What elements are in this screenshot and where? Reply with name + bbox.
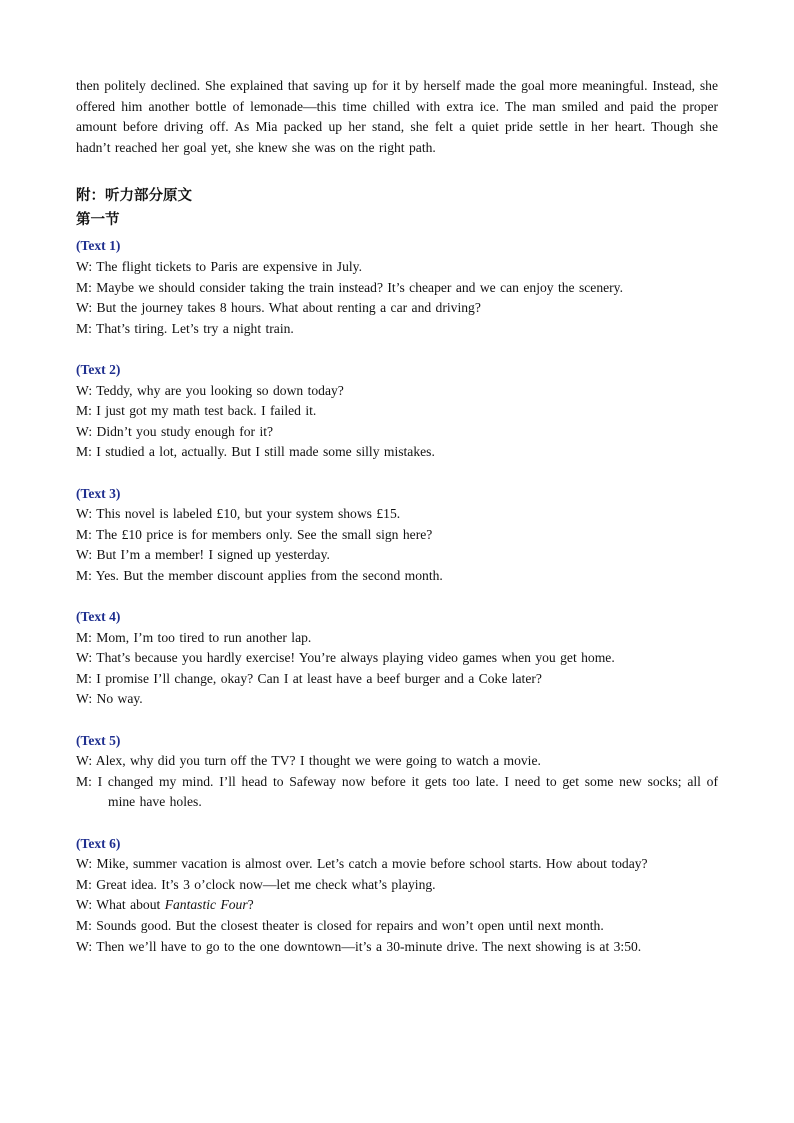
transcript-text-3	[76, 484, 718, 587]
dialogue-line	[76, 422, 718, 443]
utterance: Didn’t you study enough for it?	[96, 423, 274, 439]
dialogue-line	[76, 381, 718, 402]
speaker-label: W:	[76, 300, 93, 316]
speaker-label: M:	[76, 444, 92, 460]
dialogue-line	[76, 689, 718, 710]
speaker-label: M:	[76, 876, 92, 892]
transcript-text-6	[76, 834, 718, 958]
utterance: No way.	[96, 691, 143, 707]
dialogue-line	[76, 916, 718, 937]
speaker-label: W:	[76, 506, 93, 522]
speaker-label: M:	[76, 320, 92, 336]
utterance: This novel is labeled £10, but your system shows £15.	[96, 506, 401, 522]
speaker-label: W:	[76, 547, 93, 563]
utterance: The £10 price is for members only. See the small sign here?	[96, 526, 433, 542]
utterance: But I’m a member! I signed up yesterday.	[96, 547, 330, 563]
speaker-label: W:	[76, 691, 93, 707]
dialogue-line	[76, 298, 718, 319]
document-page	[76, 76, 718, 957]
movie-title: Fantastic Four	[164, 897, 248, 913]
utterance: Then we’ll have to go to the one downtown—it’s a 30-minute drive. The next showing is at 3:50.	[96, 938, 642, 954]
dialogue-line	[76, 937, 718, 958]
transcript-text-1	[76, 236, 718, 339]
speaker-label: M:	[76, 773, 92, 789]
transcript-text-4	[76, 607, 718, 710]
dialogue-line	[76, 257, 718, 278]
dialogue-line	[76, 566, 718, 587]
speaker-label: W:	[76, 650, 93, 666]
speaker-label: M:	[76, 670, 92, 686]
text-title: (Text 1)	[76, 238, 121, 254]
utterance: Mike, summer vacation is almost over. Let’s catch a movie before school starts. How about today?	[96, 856, 648, 872]
dialogue-line	[76, 854, 718, 875]
utterance: That’s because you hardly exercise! You’re always playing video games when you get home.	[96, 650, 615, 666]
dialogue-line	[76, 669, 718, 690]
utterance: I studied a lot, actually. But I still made some silly mistakes.	[96, 444, 435, 460]
speaker-label: W:	[76, 938, 93, 954]
text-title: (Text 6)	[76, 835, 121, 851]
utterance: But the journey takes 8 hours. What about renting a car and driving?	[96, 300, 481, 316]
speaker-label: W:	[76, 856, 93, 872]
utterance: The flight tickets to Paris are expensive in July.	[96, 258, 362, 274]
speaker-label: M:	[76, 567, 92, 583]
utterance: I promise I’ll change, okay? Can I at least have a beef burger and a Coke later?	[96, 670, 542, 686]
dialogue-line	[76, 278, 718, 299]
speaker-label: W:	[76, 753, 93, 769]
dialogue-line	[76, 525, 718, 546]
utterance: Alex, why did you turn off the TV? I thought we were going to watch a movie.	[95, 753, 541, 769]
utterance: Yes. But the member discount applies from the second month.	[95, 567, 443, 583]
appendix-heading: 附：听力部分原文	[76, 188, 192, 205]
dialogue-line	[76, 401, 718, 422]
utterance: Sounds good. But the closest theater is closed for repairs and won’t open until next month.	[96, 917, 604, 933]
dialogue-line	[76, 628, 718, 649]
speaker-label: M:	[76, 526, 92, 542]
intro-paragraph: then politely declined. She explained that saving up for it by herself made the goal more meaningful. Instead, she offered him another bottle of lemonade—this time chilled with extra ice. The man smiled and paid the proper amount before driving off. As Mia packed up her stand, she felt a quiet pride settle in her heart. Though she hadn’t reached her goal yet, she knew she was on the right path.	[76, 78, 718, 155]
transcript-list	[76, 236, 718, 957]
utterance: I changed my mind. I’ll head to Safeway now before it gets too late. I need to get some new socks; all of mine have holes.	[97, 773, 718, 810]
dialogue-line	[76, 648, 718, 669]
speaker-label: M:	[76, 629, 92, 645]
speaker-label: M:	[76, 917, 92, 933]
speaker-label: M:	[76, 279, 92, 295]
dialogue-line	[76, 319, 718, 340]
dialogue-line	[76, 442, 718, 463]
transcript-text-5	[76, 731, 718, 813]
utterance: I just got my math test back. I failed it.	[96, 403, 317, 419]
dialogue-line	[76, 895, 718, 916]
dialogue-line	[76, 751, 718, 772]
transcript-text-2	[76, 360, 718, 463]
text-title: (Text 4)	[76, 609, 121, 625]
text-title: (Text 3)	[76, 485, 121, 501]
utterance: Maybe we should consider taking the train instead? It’s cheaper and we can enjoy the scenery.	[96, 279, 623, 295]
speaker-label: W:	[76, 423, 93, 439]
dialogue-line	[76, 875, 718, 896]
utterance-before: What about	[96, 897, 165, 913]
utterance: Teddy, why are you looking so down today?	[96, 382, 344, 398]
section-heading: 第一节	[76, 212, 120, 229]
dialogue-line	[76, 545, 718, 566]
speaker-label: W:	[76, 382, 93, 398]
speaker-label: W:	[76, 897, 93, 913]
dialogue-line	[76, 772, 718, 813]
utterance: Great idea. It’s 3 o’clock now—let me check what’s playing.	[96, 876, 436, 892]
utterance-after: ?	[247, 897, 254, 913]
speaker-label: W:	[76, 258, 93, 274]
speaker-label: M:	[76, 403, 92, 419]
text-title: (Text 2)	[76, 361, 121, 377]
utterance: That’s tiring. Let’s try a night train.	[96, 320, 294, 336]
text-title: (Text 5)	[76, 732, 121, 748]
dialogue-line	[76, 504, 718, 525]
utterance: Mom, I’m too tired to run another lap.	[96, 629, 312, 645]
